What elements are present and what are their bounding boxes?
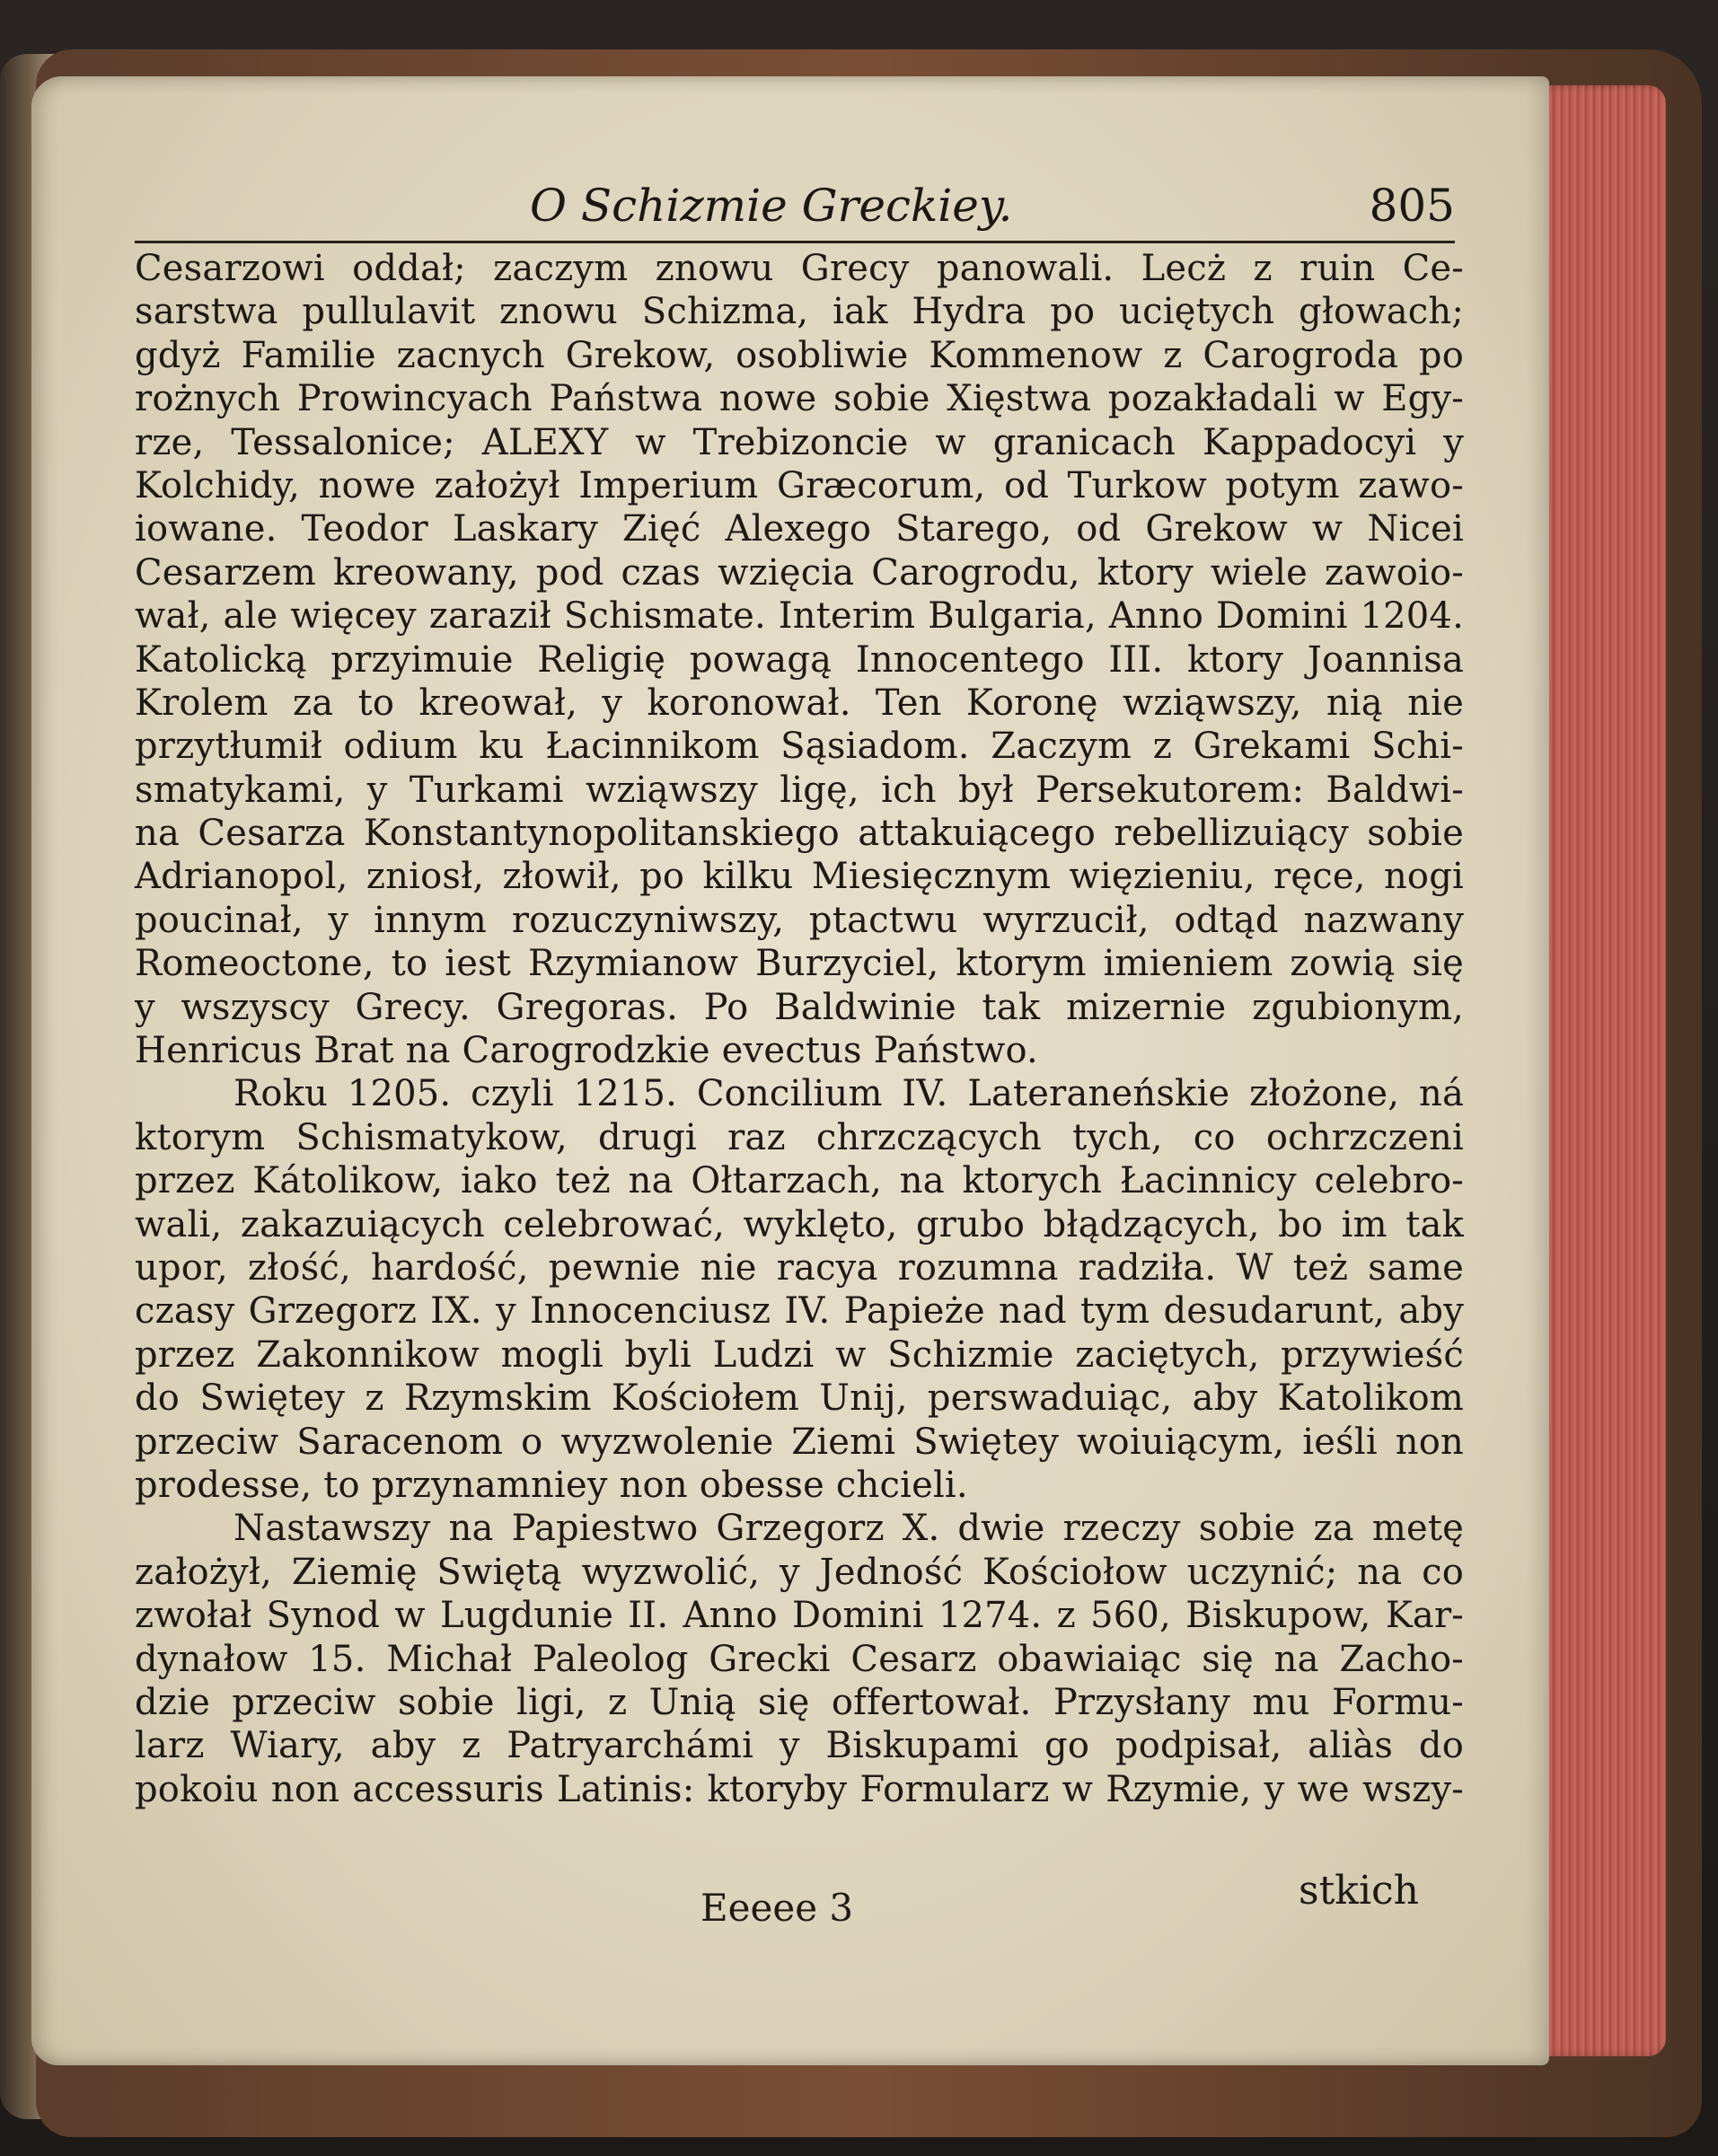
text-line: Adrianopol, zniosł, złowił, po kilku Miesięcznym więzieniu, ręce, nogi: [135, 856, 1464, 898]
text-line: przez Zakonnikow mogli byli Ludzi w Schizmie zaciętych, przywieść: [135, 1333, 1464, 1376]
text-line: rożnych Prowincyach Państwa nowe sobie Xięstwa pozakładali w Egy-: [135, 378, 1464, 420]
text-line: Kolchidy, nowe założył Imperium Græcorum, od Turkow potym zawo-: [135, 464, 1464, 506]
text-line: Cesarzowi oddał; zaczym znowu Grecy panowali. Lecż z ruin Ce-: [135, 248, 1464, 289]
text-line: dynałow 15. Michał Paleolog Grecki Cesarz obawiaiąc się na Zacho-: [135, 1638, 1464, 1680]
text-line: gdyż Familie zacnych Grekow, osobliwie Kommenow z Carogroda po: [135, 334, 1464, 376]
running-title: O Schizmie Greckiey.: [530, 180, 1013, 232]
page-footer: [135, 1868, 1464, 1940]
text-line: iowane. Teodor Laskary Zięć Alexego Starego, od Grekow w Nicei: [135, 508, 1464, 550]
text-line: Henricus Brat na Carogrodzkie evectus Państwo.: [135, 1030, 1038, 1072]
text-line: założył, Ziemię Swiętą wyzwolić, y Jedność Kościołow uczynić; na co: [135, 1551, 1464, 1593]
text-line: pokoiu non accessuris Latinis: ktoryby Formularz w Rzymie, y we wszy-: [135, 1768, 1464, 1810]
page-edges-red: [1540, 85, 1666, 2056]
text-line: sarstwa pullulavit znowu Schizma, iak Hydra po uciętych głowach;: [135, 291, 1464, 333]
page-header: [135, 180, 1455, 242]
text-line: czasy Grzegorz IX. y Innocenciusz IV. Papieże nad tym desudarunt, aby: [135, 1290, 1464, 1333]
text-line: wali, zakazuiących celebrować, wyklęto, grubo błądzących, bo im tak: [135, 1203, 1464, 1245]
text-line: przez Kátolikow, iako też na Ołtarzach, na ktorych Łacinnicy celebro-: [135, 1160, 1464, 1202]
text-line: larz Wiary, aby z Patryarchámi y Biskupami go podpisał, aliàs do: [135, 1725, 1464, 1767]
text-line: zwołał Synod w Lugdunie II. Anno Domini 1274. z 560, Biskupow, Kar-: [135, 1595, 1464, 1637]
text-line: Katolicką przyimuie Religię powagą Innocentego III. ktory Joannisa: [135, 638, 1464, 681]
body-text: [135, 247, 1464, 1811]
text-line: ktorym Schismatykow, drugi raz chrzczących tych, co ochrzczeni: [135, 1116, 1464, 1158]
text-line: smatykami, y Turkami wziąwszy ligę, ich był Persekutorem: Baldwi-: [135, 769, 1464, 811]
signature-mark: Eeeee 3: [700, 1886, 854, 1930]
text-line: do Swiętey z Rzymskim Kościołem Unij, perswaduiąc, aby Katolikom: [135, 1377, 1464, 1420]
text-line: na Cesarza Konstantynopolitanskiego attakuiącego rebellizuiący sobie: [135, 813, 1464, 855]
text-line: Cesarzem kreowany, pod czas wzięcia Carogrodu, ktory wiele zawoio-: [135, 551, 1464, 594]
text-line: przeciw Saracenom o wyzwolenie Ziemi Swiętey woiuiącym, ieśli non: [135, 1421, 1464, 1463]
text-line: upor, złość, hardość, pewnie nie racya rozumna radziła. W też same: [135, 1246, 1464, 1289]
text-line: y wszyscy Grecy. Gregoras. Po Baldwinie tak mizernie zgubionym,: [135, 986, 1464, 1028]
text-line: rze, Tessalonice; ALEXY w Trebizoncie w granicach Kappadocyi y: [135, 421, 1464, 463]
text-line: Roku 1205. czyli 1215. Concilium IV. Lateraneńskie złożone, ná: [233, 1073, 1464, 1115]
text-line: poucinał, y innym rozuczyniwszy, ptactwu wyrzucił, odtąd nazwany: [135, 899, 1464, 941]
text-line: Nastawszy na Papiestwo Grzegorz X. dwie rzeczy sobie za metę: [233, 1508, 1464, 1550]
text-line: dzie przeciw sobie ligi, z Unią się offertował. Przysłany mu Formu-: [135, 1681, 1464, 1723]
text-line: wał, ale więcey zaraził Schismate. Interim Bulgaria, Anno Domini 1204.: [135, 595, 1464, 638]
page-number: 805: [1369, 180, 1455, 232]
text-line: Romeoctone, to iest Rzymianow Burzyciel, ktorym imieniem zowią się: [135, 943, 1464, 985]
text-line: przytłumił odium ku Łacinnikom Sąsiadom. Zaczym z Grekami Schi-: [135, 726, 1464, 768]
text-line: Krolem za to kreował, y koronował. Ten Koronę wziąwszy, nią nie: [135, 682, 1464, 724]
text-line: prodesse, to przynamniey non obesse chcieli.: [135, 1464, 968, 1506]
catchword: stkich: [1299, 1868, 1419, 1914]
header-rule: [135, 241, 1455, 243]
